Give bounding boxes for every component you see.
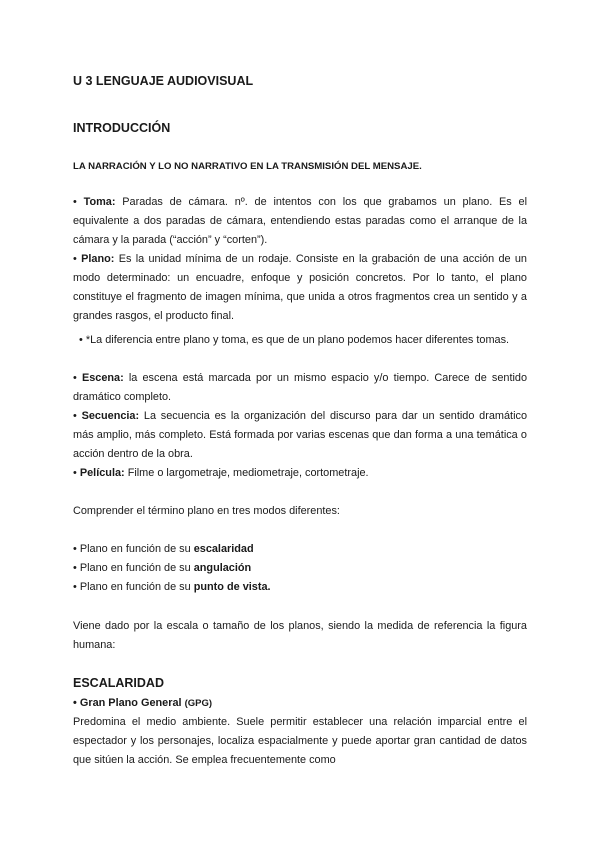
toma-term: Toma: [83,196,116,208]
plano-definition: Es la unidad mínima de un rodaje. Consiste en la grabación de una acción de un modo determinado: un encuadre, enfoque y posición concretos. Por lo tanto, el plano constituye el fragmento de imagen mínima, que unida a otros fragmentos crea un sentido y a grandes rasgos, el producto final. [73,253,527,322]
list-item [73,559,527,578]
diferencia-text: *La diferencia entre plano y toma, es que de un plano podemos hacer diferentes tomas. [85,334,510,346]
escena-paragraph [73,369,527,407]
plano-paragraph [73,250,527,326]
section-subheading: LA NARRACIÓN Y LO NO NARRATIVO EN LA TRANSMISIÓN DEL MENSAJE. [73,161,422,172]
gpg-abbr: (GPG) [184,698,213,709]
bullet: • [73,562,77,574]
intro-heading: INTRODUCCIÓN [73,121,171,135]
toma-paragraph [73,193,527,250]
list-item-bold: angulación [193,562,252,574]
escena-definition: la escena está marcada por un mismo espacio y/o tiempo. Carece de sentido dramático completo. [73,372,528,403]
bullet: • [73,253,77,265]
escalaridad-heading: ESCALARIDAD [73,676,164,690]
bullet: • [73,581,77,593]
list-item [73,540,527,559]
gpg-heading [73,694,527,713]
secuencia-paragraph [73,407,527,464]
list-item-bold: escalaridad [193,543,254,555]
bullet: • [73,467,77,479]
diferencia-paragraph [73,331,527,350]
unit-heading: U 3 LENGUAJE AUDIOVISUAL [73,74,254,88]
secuencia-definition: La secuencia es la organización del discurso para dar un sentido dramático más amplio, más completo. Está formada por varias escenas que dan forma a una temática o acción dentro de la obra. [73,410,527,460]
list-item-bold: punto de vista. [193,581,271,593]
bullet: • [79,334,83,346]
comprender-paragraph: Comprender el término plano en tres modos diferentes: [73,505,340,517]
list-item [73,578,527,597]
gpg-title: Gran Plano General [79,697,182,709]
bullet: • [73,697,77,709]
list-item-text: Plano en función de su [79,562,191,574]
list-item-text: Plano en función de su [79,581,191,593]
bullet: • [73,372,77,384]
pelicula-term: Película: [79,467,125,479]
escena-term: Escena: [81,372,124,384]
bullet: • [73,410,77,422]
pelicula-paragraph [73,464,527,483]
pelicula-definition: Filme o largometraje, mediometraje, cortometraje. [127,467,369,479]
bullet: • [73,196,77,208]
viene-paragraph: Viene dado por la escala o tamaño de los planos, siendo la medida de referencia la figura humana: [73,620,527,651]
toma-definition: Paradas de cámara. nº. de intentos con los que grabamos un plano. Es el equivalente a dos paradas de cámara, entendiendo estas paradas como el arranque de la cámara y la parada (“acción” y “corten”). [73,196,527,246]
plano-term: Plano: [81,253,115,265]
plano-modes-list [73,540,527,597]
secuencia-term: Secuencia: [81,410,140,422]
gpg-paragraph: Predomina el medio ambiente. Suele permitir establecer una relación imparcial entre el espectador y los personajes, localiza espacialmente y puede aportar gran cantidad de datos que sitúen la acción. Se emplea frecuentemente como [73,716,527,766]
bullet: • [73,543,77,555]
list-item-text: Plano en función de su [79,543,191,555]
